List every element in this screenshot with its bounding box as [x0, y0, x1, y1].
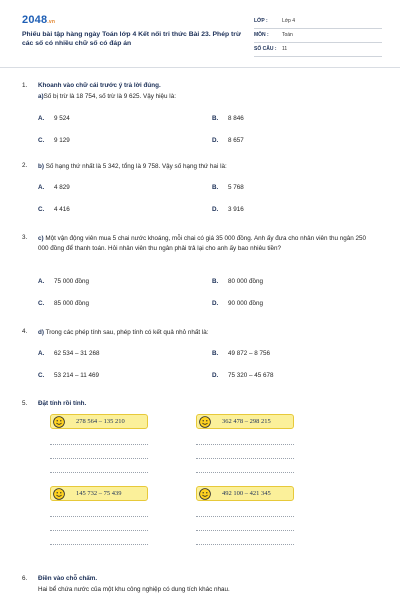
meta-question-count: SỐ CÂU : 11 [254, 43, 382, 57]
option-b[interactable]: B. 5 768 [212, 184, 244, 191]
question-text: d) Trong các phép tính sau, phép tính có kết quả nhỏ nhất là: [38, 329, 209, 336]
answer-line[interactable] [196, 544, 294, 545]
worksheet-meta [254, 15, 382, 57]
option-d[interactable]: D. 8 657 [212, 137, 244, 144]
option-a[interactable]: A. 9 524 [38, 115, 70, 122]
answer-line[interactable] [196, 472, 294, 473]
answer-line[interactable] [50, 444, 148, 445]
answer-line[interactable] [50, 516, 148, 517]
answer-line[interactable] [196, 516, 294, 517]
option-d[interactable]: D. 75 320 – 45 678 [212, 372, 274, 379]
calculation-box: 278 564 – 135 210 [50, 414, 148, 429]
option-a[interactable]: A. 62 534 – 31 268 [38, 350, 100, 357]
answer-line[interactable] [50, 458, 148, 459]
smiley-icon [53, 488, 65, 500]
option-d[interactable]: D. 3 916 [212, 206, 244, 213]
question-text: Hai bể chứa nước của một khu công nghiệp có dung tích khác nhau. [38, 586, 230, 593]
option-d[interactable]: D. 90 000 đồng [212, 300, 264, 307]
question-text: a)Số bị trừ là 18 754, số trừ là 9 625. Vậy hiệu là: [38, 93, 176, 100]
smiley-icon [53, 416, 65, 428]
calculation-box: 145 732 – 75 439 [50, 486, 148, 501]
calculation-box: 492 100 – 421 345 [196, 486, 294, 501]
answer-line[interactable] [196, 444, 294, 445]
answer-line[interactable] [50, 472, 148, 473]
option-c[interactable]: C. 4 416 [38, 206, 70, 213]
header-divider [0, 67, 400, 68]
option-c[interactable]: C. 53 214 – 11 469 [38, 372, 100, 379]
smiley-icon [199, 488, 211, 500]
worksheet-title: Phiếu bài tập hàng ngày Toán lớp 4 Kết nối tri thức Bài 23. Phép trừ các số có nhiều chữ số có đáp án [22, 31, 241, 47]
question-text: c) Một vận động viên mua 5 chai nước khoáng, mỗi chai có giá 35 000 đồng. Anh ấy đưa cho nhân viên thu ngân 250 000 đồng để thanh toán. Hỏi nhân viên thu ngân phải trả lại cho anh ấy bao nhiêu tiền? [38, 235, 366, 252]
option-b[interactable]: B. 49 872 – 8 756 [212, 350, 271, 357]
meta-grade: LỚP : Lớp 4 [254, 15, 382, 29]
answer-line[interactable] [50, 544, 148, 545]
question-5: 5. Đặt tính rồi tính. 278 564 – 135 210 362 478 – 298 215 145 732 – 75 439 492 100 – 421 345 [22, 400, 382, 550]
answer-line[interactable] [196, 530, 294, 531]
smiley-icon [199, 416, 211, 428]
answer-line[interactable] [196, 458, 294, 459]
answer-line[interactable] [50, 530, 148, 531]
option-a[interactable]: A. 75 000 đồng [38, 278, 90, 285]
option-c[interactable]: C. 85 000 đồng [38, 300, 90, 307]
option-b[interactable]: B. 8 846 [212, 115, 244, 122]
calculation-box: 362 478 – 298 215 [196, 414, 294, 429]
option-a[interactable]: A. 4 829 [38, 184, 70, 191]
meta-subject: MÔN : Toán [254, 29, 382, 43]
question-text: b) Số hạng thứ nhất là 5 342, tổng là 9 758. Vậy số hạng thứ hai là: [38, 163, 227, 170]
worksheet-header [22, 14, 382, 60]
option-b[interactable]: B. 80 000 đồng [212, 278, 264, 285]
option-c[interactable]: C. 9 129 [38, 137, 70, 144]
site-logo[interactable]: 2048.vn [22, 14, 56, 26]
